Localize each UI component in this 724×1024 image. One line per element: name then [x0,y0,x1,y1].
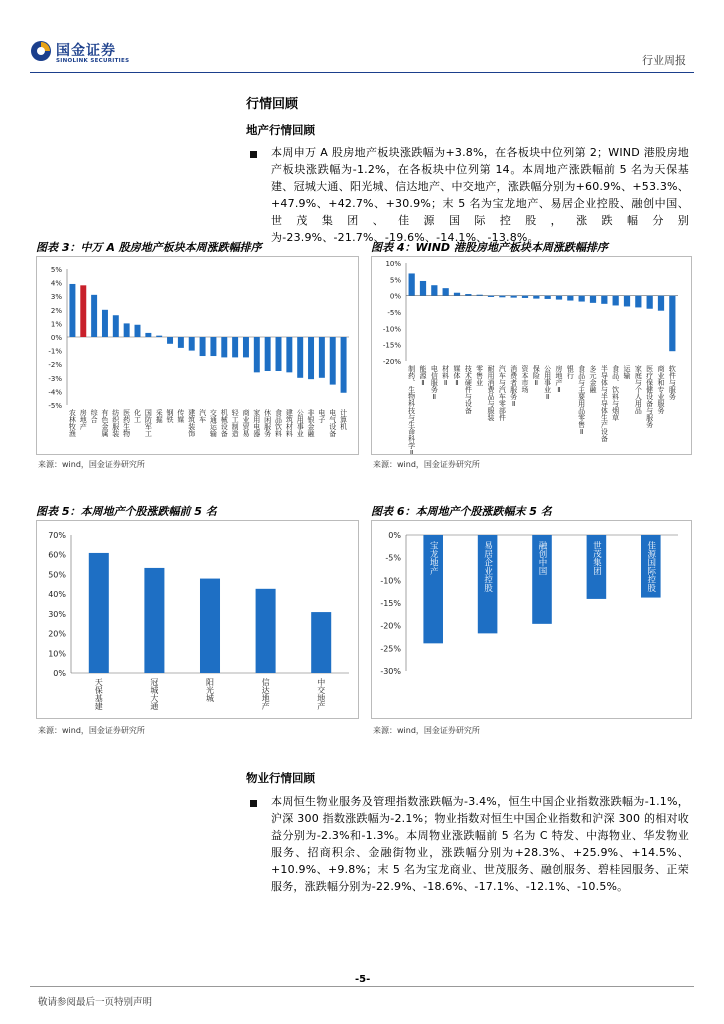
category-label: 国防军工 [144,409,153,437]
category-label: 半导体与半导体生产设备 [600,365,609,442]
bar [409,273,415,295]
category-label: 休闲服务 [263,409,272,437]
figure-3-chart [37,257,358,454]
section-title: 行情回顾 [246,97,299,112]
category-label: 电气设备 [328,409,337,437]
category-label: 钢铁 [166,409,175,423]
bar [567,296,573,301]
category-label: 冠城大通 [149,678,159,710]
y-tick-label: 5% [50,266,62,274]
bar [556,296,562,300]
footer-rule [30,986,694,987]
bar [200,337,206,356]
bar [477,295,483,296]
bar [499,296,505,298]
page-header [0,0,724,80]
bar [341,337,347,393]
bar [311,612,331,673]
figure-3-panel [36,256,359,455]
y-tick-label: 10% [48,649,66,659]
y-tick-label: 0% [389,292,401,301]
category-label: 家庭与个人用品 [634,365,643,414]
brand-logo-icon [30,40,52,62]
category-label: 电子 [317,409,326,423]
category-label: 医药生物 [122,409,131,437]
bar [308,337,314,379]
y-tick-label: -15% [382,341,401,350]
category-label: 运输 [623,365,631,379]
bar [533,296,539,299]
figure-6-caption: 图表 6：本周地产个股涨跌幅末 5 名 [371,505,552,518]
category-label: 公用事业 [296,409,305,437]
y-tick-label: 10% [385,260,401,268]
bar [511,296,517,298]
figure-5-caption: 图表 5：本周地产个股涨跌幅前 5 名 [36,505,217,518]
category-label: 交通运输 [209,409,218,437]
figure-6-panel [371,520,692,719]
category-label: 融创中国 [537,541,547,575]
category-label: 商业贸易 [241,409,250,437]
category-label: 汽车与汽车零部件 [498,365,507,421]
category-label: 非银金融 [307,409,316,437]
bar [144,568,164,673]
bar [221,337,227,357]
category-label: 天保基建 [94,678,104,710]
bar [89,553,109,673]
bar [431,285,437,295]
y-tick-label: 30% [48,609,66,619]
bar [465,294,471,296]
figure-3-caption: 图表 3：中万 A 股房地产板块本周涨跌幅排序 [36,241,262,254]
category-label: 消费者服务Ⅱ [509,365,518,408]
y-tick-label: -2% [48,361,62,370]
category-label: 信达地产 [261,678,271,710]
y-tick-label: 2% [50,306,62,315]
figure-4-caption: 图表 4：WIND 港股房地产板块本周涨跌幅排序 [371,241,608,254]
y-tick-label: 1% [50,320,62,329]
bar [200,579,220,673]
category-label: 家用电器 [252,409,261,437]
paragraph-realestate: 本周申万 A 股房地产板块涨跌幅为+3.8%，在各板块中位列第 2；WIND 港股房地产板块涨跌幅为-1.2%，在各板块中位列第 14。本周地产涨跌幅前 5 名为天保基建、冠城大通、阳光城、信达地产、中交地产，涨跌幅分别为+60.9%、+53.3%、+47.9%、+42.7%、+30.9%；末 5 名为宝龙地产、易居企业控股、融创中国、世茂集团、佳源国际控股，涨跌幅分别为-23.9%、-21.7%、-19.6%、-14.1%、-13.8%。 [271,146,689,244]
y-tick-label: -15% [380,599,401,608]
y-tick-label: -5% [48,402,62,410]
category-label: 中交地产 [316,678,326,710]
bar [156,336,162,337]
figure-4-panel [371,256,692,455]
category-label: 食品与主要用品零售Ⅱ [577,365,586,436]
y-tick-label: -1% [48,347,62,356]
bar [286,337,292,372]
page-number: -5- [355,974,371,985]
category-label: 机械设备 [220,409,229,437]
y-tick-label: 3% [50,293,62,302]
category-label: 耐用消费品与服装 [487,365,495,421]
bar [256,589,276,673]
category-label: 零售业 [475,365,484,386]
category-label: 轻工制造 [231,409,240,437]
bar [297,337,303,378]
bar [635,296,641,308]
y-tick-label: 0% [53,669,66,678]
category-label: 佳源国际控股 [645,541,656,592]
y-tick-label: -30% [380,667,401,676]
bar [145,333,151,337]
y-tick-label: 60% [48,550,66,560]
bar [669,296,675,352]
bar [69,284,75,337]
figure-3-source: 来源：wind，国金证券研究所 [38,460,145,469]
y-tick-label: -10% [380,576,401,586]
report-type: 行业周报 [642,54,686,67]
bar [276,337,282,371]
figure-4-chart [372,257,691,454]
category-label: 汽车 [198,409,207,423]
bullet-icon [250,800,257,807]
bar [590,296,596,303]
y-tick-label: -5% [387,309,401,317]
category-label: 农林牧渔 [68,409,77,437]
bar [601,296,607,304]
category-label: 商业和专业服务 [657,365,665,414]
category-label: 传媒 [176,409,185,423]
category-label: 制药、生物科技与生命科学Ⅱ [407,365,416,454]
y-tick-label: -20% [380,621,401,631]
bar [167,337,173,344]
category-label: 公用事业Ⅱ [543,365,552,401]
figure-5-source: 来源：wind，国金证券研究所 [38,726,145,735]
category-label: 采掘 [155,409,164,423]
bar [124,323,130,337]
y-tick-label: -10% [382,325,401,334]
category-label: 纺织服装 [111,409,120,437]
category-label: 有色金属 [100,409,109,437]
y-tick-label: 4% [50,279,62,288]
category-label: 技术硬件与设备 [464,365,473,414]
footer-disclaimer: 敬请参阅最后一页特别声明 [38,997,153,1008]
paragraph-property: 本周恒生物业服务及管理指数涨跌幅为-3.4%，恒生中国企业指数涨跌幅为-1.1%，沪深 300 指数涨跌幅为-2.1%；物业指数对恒生中国企业指数和沪深 300 的相对收益分别为-2.3%和-1.3%。本周物业涨跌幅前 5 名为 C 特发、中海物业、华发物业服务、招商积余、金融街物业，涨跌幅分别为+28.3%、+25.9%、+14.5%、+10.9%、+9.8%；末 5 名为宝龙商业、世茂服务、融创服务、碧桂园服务、正荣服务，涨跌幅分别为-22.9%、-18.6%、-17.1%、-12.1%、-10.5%。 [271,795,689,893]
bar [454,293,460,296]
bar [254,337,260,372]
category-label: 保险Ⅱ [532,365,541,387]
figure-5-panel [36,520,359,719]
brand-name-cn: 国金证券 [56,43,116,59]
y-tick-label: 0% [388,531,401,540]
category-label: 易居企业控股 [482,541,493,592]
category-label: 资本市场 [521,365,529,393]
category-label: 阳光城 [205,678,215,702]
bar [624,296,630,307]
bar [178,337,184,348]
bar [189,337,195,351]
bar [545,296,551,299]
bar [265,337,271,371]
category-label: 综合 [90,409,99,423]
y-tick-label: -20% [382,358,401,366]
y-tick-label: -4% [48,388,62,397]
bar [330,337,336,385]
category-label: 能源Ⅱ [419,365,427,387]
category-label: 电信服务Ⅱ [430,365,439,401]
y-tick-label: 40% [48,590,66,600]
y-tick-label: -3% [48,374,62,383]
category-label: 医疗保健设备与服务 [645,365,654,428]
category-label: 软件与服务 [668,365,677,400]
category-label: 食品饮料 [274,409,283,437]
y-tick-label: -5% [385,553,401,563]
category-label: 宝龙地产 [428,541,439,575]
bar [658,296,664,311]
bar [613,296,619,306]
bar [319,337,325,378]
category-label: 建筑材料 [285,409,294,437]
category-label: 银行 [566,365,575,379]
bar [102,310,108,337]
figure-6-source: 来源：wind，国金证券研究所 [373,726,480,735]
y-tick-label: 5% [389,276,401,285]
category-label: 房地产 [79,409,88,430]
figure-5-chart [37,521,358,718]
y-tick-label: 20% [48,629,66,639]
bar [488,296,494,297]
bar [443,288,449,296]
category-label: 食品、饮料与烟草 [611,365,620,421]
category-label: 材料Ⅱ [441,365,450,387]
y-tick-label: -25% [380,644,401,654]
y-tick-label: 50% [48,570,66,580]
category-label: 多元金融 [589,365,597,393]
category-label: 建筑装饰 [187,409,196,437]
bar [232,337,238,357]
subsection-title-realestate: 地产行情回顾 [246,123,315,137]
brand-name-en: SINOLINK SECURITIES [56,58,130,64]
y-tick-label: 0% [50,334,62,342]
category-label: 媒体Ⅱ [453,365,461,387]
category-label: 房地产Ⅱ [555,365,563,394]
bullet-icon [250,151,257,158]
subsection-title-property: 物业行情回顾 [246,771,315,785]
figure-4-source: 来源：wind，国金证券研究所 [373,460,480,469]
category-label: 计算机 [339,409,348,430]
header-rule [30,72,694,73]
bar [579,296,585,302]
bar [80,285,86,337]
bar [243,337,249,357]
bar [91,295,97,337]
category-label: 世茂集团 [591,541,602,575]
y-tick-label: 70% [48,531,66,540]
figure-6-chart [372,521,691,718]
bar [420,281,426,296]
bar [210,337,216,356]
bar [135,325,141,337]
bar [647,296,653,309]
category-label: 化工 [133,409,142,423]
bar [522,296,528,298]
bar [113,315,119,337]
